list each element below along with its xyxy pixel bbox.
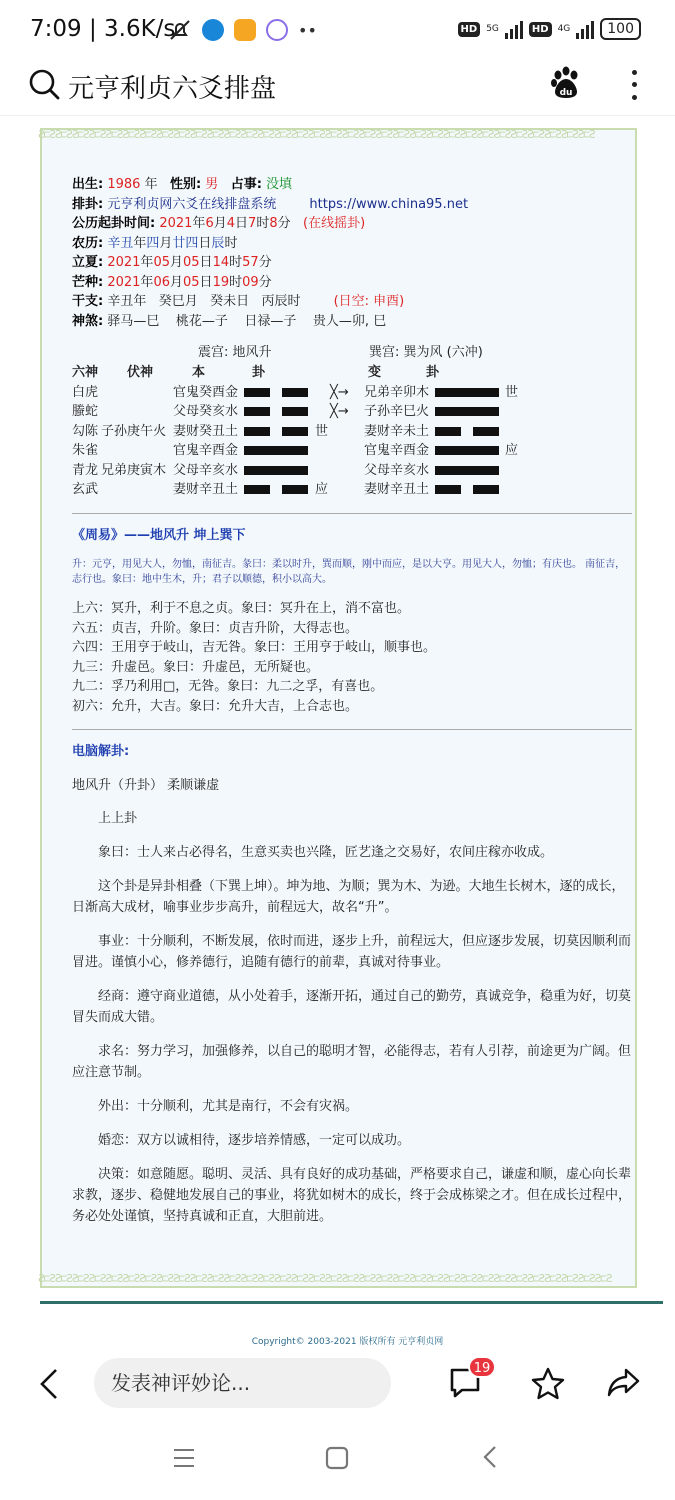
gua-fushen: 子孙庚午火 (101, 423, 167, 439)
yang-line (244, 466, 308, 475)
divider (72, 729, 632, 730)
info-value: 时 (229, 274, 243, 290)
system-nav-bar (0, 1420, 675, 1500)
analysis-paragraph: 外出：十分顺利，尤其是南行，不会有灾祸。 (98, 1099, 359, 1114)
home-icon[interactable] (325, 1446, 349, 1474)
info-value: 月 (213, 216, 227, 231)
mute-icon (168, 18, 192, 42)
battery-icon: 100 (600, 18, 641, 40)
info-value: 2021 (103, 255, 141, 270)
info-value (218, 177, 230, 192)
info-value: 时 (256, 216, 270, 231)
gua-row (72, 441, 632, 461)
status-time: 7:09 | 3.6K/s (30, 16, 176, 42)
info-value: 19 (212, 274, 230, 290)
yao-line: 初六：允升，大吉。象曰：允升大吉，上合志也。 (72, 698, 359, 714)
info-value: 元亨利贞网六爻在线排盘系统 https://www.china95.net (103, 196, 469, 212)
info-value: 09 (242, 274, 259, 290)
net2-label: 4G (557, 24, 571, 34)
info-value: 辛丑年 癸巳月 癸未日 丙辰时 (103, 294, 334, 309)
info-value: 7 (248, 216, 257, 231)
status-bar (0, 0, 675, 60)
yin-line (435, 427, 499, 436)
header-bian: 变 (368, 365, 382, 380)
info-value: 8 (269, 216, 278, 231)
info-value: 14 (212, 255, 230, 270)
divination-content (72, 175, 632, 1227)
yin-line (244, 485, 308, 494)
gua-ben: 父母辛亥水 (173, 462, 239, 478)
gua-bian-shi-ying: 应 (505, 443, 519, 458)
gua-titles (72, 343, 632, 363)
header-fushen: 伏神 (127, 365, 154, 380)
yin-line (244, 427, 308, 436)
yao-line: 九二：孚乃利用□，无咎。象曰：九二之孚，有喜也。 (72, 679, 384, 694)
yin-line (435, 485, 499, 494)
baidu-paw-icon[interactable] (549, 66, 583, 100)
gua-row (72, 422, 632, 442)
gua-bian: 妻财辛未土 (364, 423, 430, 439)
yao-line: 九三：升虚邑。象曰：升虚邑，无所疑也。 (72, 659, 320, 675)
info-label: 排卦: (72, 196, 104, 212)
header-gua-2: 卦 (426, 365, 440, 380)
app-notes-icon (234, 19, 256, 41)
info-value: 性别: (169, 177, 202, 192)
info-value: 日 (199, 274, 213, 290)
zhouyi-summary: 升：元亨，用见大人，勿恤，南征吉。彖曰：柔以时升，巽而顺，刚中而应，是以大亨。用见大人，勿恤；有庆也。 南征吉，志行也。象曰：地中生木，升；君子以顺德，积小以高大。 (72, 559, 626, 585)
star-icon[interactable] (530, 1366, 566, 1406)
yang-line (435, 446, 499, 455)
yao-line: 六五：贞吉，升阶。象曰：贞吉升阶，大得志也。 (72, 620, 359, 636)
analysis-level: 上上卦 (98, 811, 138, 826)
info-row (72, 214, 632, 234)
gua-bian: 妻财辛丑土 (364, 482, 430, 497)
info-label: 立夏: (72, 255, 104, 270)
info-value: 06 (153, 274, 170, 290)
header-liushen: 六神 (72, 365, 99, 380)
comment-count-badge: 19 (468, 1356, 496, 1378)
gua-header-row (72, 363, 632, 383)
info-label: 出生: (72, 177, 104, 192)
info-value: 日 (235, 216, 249, 231)
status-notification-icons (168, 18, 317, 42)
info-label: 芒种: (72, 274, 104, 290)
info-value: 辛丑 (103, 235, 134, 251)
gua-bian: 父母辛亥水 (364, 462, 430, 478)
info-value: 年 (192, 216, 206, 231)
yao-list (72, 599, 632, 716)
analysis-gua-name: 地风升（升卦） 柔顺谦虚 (72, 777, 220, 793)
analysis-paragraph: 经商：遵守商业道德，从小处着手，逐渐开拓，通过自己的勤劳，真诚竞争，稳重为好，切莫冒失而成大错。 (72, 989, 632, 1025)
info-block (72, 175, 632, 331)
gua-bian: 官鬼辛酉金 (364, 443, 430, 458)
analysis-paragraph: 这个卦是异卦相叠（下巽上坤）。坤为地、为顺；巽为木、为逊。大地生长树木，逐的成长，日渐高大成材，喻事业步步高升，前程远大，故名“升”。 (72, 879, 625, 915)
back-arrow-icon[interactable] (38, 1366, 62, 1406)
info-value: 占事: (230, 177, 262, 192)
copyright: Copyright© 2003-2021 版权所有 元亨利贞网 (251, 1337, 444, 1347)
info-row (72, 195, 632, 215)
yao-line: 上六：冥升，利于不息之贞。象曰：冥升在上，消不富也。 (72, 601, 411, 616)
info-row (72, 234, 632, 254)
info-value: 6 (205, 216, 214, 231)
gua-liushen: 青龙 (72, 462, 99, 478)
info-value: 年 (133, 235, 147, 251)
info-value: 日 (198, 235, 212, 251)
info-value: 廿四 (172, 235, 199, 251)
info-label: 农历: (72, 235, 104, 251)
gua-shi-ying: 应 (315, 482, 329, 497)
gua-liushen: 螣蛇 (72, 404, 99, 419)
info-row (72, 273, 632, 293)
gua-bian: 兄弟辛卯木 (364, 384, 430, 400)
gua-ben: 妻财癸丑土 (173, 423, 239, 439)
info-value: 05 (183, 255, 200, 270)
info-value: 分 (277, 216, 304, 231)
header-gua: 卦 (252, 365, 266, 380)
info-value: 2021 (103, 274, 141, 290)
info-value: 月 (169, 255, 183, 270)
more-notifications-icon: •• (298, 20, 317, 40)
header-ben: 本 (192, 365, 206, 380)
yang-line (244, 446, 308, 455)
signal-icon-2 (576, 19, 594, 39)
app-k-icon (202, 19, 224, 41)
gua-row (72, 461, 632, 481)
info-value: 1986 (107, 177, 141, 192)
info-value: 年 (140, 255, 154, 270)
gua-liushen: 朱雀 (72, 443, 99, 458)
analysis-paragraph: 象曰：士人来占必得名，生意买卖也兴隆，匠艺逢之交易好，农间庄稼亦收成。 (98, 845, 554, 860)
gua-table (72, 383, 632, 500)
info-value: 男 (201, 177, 219, 192)
info-value: 年 (140, 274, 154, 290)
info-value: 月 (159, 235, 173, 251)
divider (72, 513, 632, 514)
info-value: 时 (224, 235, 238, 251)
info-label: 神煞: (72, 313, 104, 329)
more-options-icon[interactable] (626, 66, 642, 104)
search-icon[interactable] (28, 68, 62, 106)
yao-line: 六四：王用亨于岐山，吉无咎。象曰：王用亨于岐山，顺事也。 (72, 640, 437, 655)
hd-icon: HD (458, 22, 481, 37)
decorative-border-top: Ƨ⊏ƧƧ⊏ƧƧ⊏ƧƧ⊏ƧƧ⊏ƧƧ⊏ƧƧ⊏ƧƧ⊏ƧƧ⊏ƧƧ⊏ƧƧ⊏ƧƧ⊏ƧƧ⊏ƧƧ⊏ƧƧ⊏ƧƧ⊏ƧƧ⊏ƧƧ⊏ƧƧ⊏ƧƧ⊏ƧƧ⊏ƧƧ⊏ƧƧ⊏ƧƧ⊏ƧƧ⊏ƧƧ⊏ƧƧ⊏ƧƧ⊏ƧƧ⊏ƧƧ⊏ƧƧ⊏ƧƧ⊏ƧƧ⊏Ƨ (38, 128, 595, 141)
info-value: 2021 (155, 216, 193, 231)
info-value: 月 (169, 274, 183, 290)
info-row (72, 175, 632, 195)
gua-liushen: 白虎 (72, 384, 99, 400)
decorative-border-bottom: Ƨ⊏ƧƧ⊏ƧƧ⊏ƧƧ⊏ƧƧ⊏ƧƧ⊏ƧƧ⊏ƧƧ⊏ƧƧ⊏ƧƧ⊏ƧƧ⊏ƧƧ⊏ƧƧ⊏ƧƧ⊏ƧƧ⊏ƧƧ⊏ƧƧ⊏ƧƧ⊏ƧƧ⊏ƧƧ⊏ƧƧ⊏ƧƧ⊏ƧƧ⊏ƧƧ⊏ƧƧ⊏ƧƧ⊏ƧƧ⊏ƧƧ⊏ƧƧ⊏ƧƧ⊏ƧƧ⊏ƧƧ⊏ƧƧ⊏ƧƧ⊏Ƨ (38, 1272, 612, 1285)
zhouyi-title: 《周易》——地风升 坤上巽下 (72, 527, 246, 543)
gua-row (72, 383, 632, 403)
gua-bian: 子孙辛巳火 (364, 404, 430, 419)
net1-label: 5G (486, 24, 499, 34)
menu-icon[interactable] (172, 1447, 196, 1473)
share-icon[interactable] (606, 1366, 642, 1404)
info-value: 年 (140, 177, 170, 192)
gua-row (72, 480, 632, 500)
gua-ben: 妻财辛丑土 (173, 482, 239, 497)
yang-line (435, 407, 499, 416)
gua-shi-ying: 世 (315, 423, 329, 439)
info-value: (在线摇卦) (303, 216, 366, 231)
info-value: 05 (153, 255, 170, 270)
hd-icon-2: HD (529, 22, 552, 37)
info-value: 4 (226, 216, 236, 231)
page-title[interactable]: 元亨利贞六爻排盘 (68, 74, 277, 104)
signal-icon (505, 19, 523, 39)
info-label: 干支: (72, 294, 104, 309)
info-value: 四 (146, 235, 160, 251)
info-value: 05 (183, 274, 200, 290)
analysis-paragraph: 事业：十分顺利，不断发展，依时而进，逐步上升，前程远大，但应逐步发展，切莫因顺利而冒进。谨慎小心，修养德行，追随有德行的前辈，真诚对待事业。 (72, 934, 632, 970)
info-value: 驿马—巳 桃花—子 日禄—子 贵人—卯, 巳 (103, 313, 387, 329)
yin-line (244, 407, 308, 416)
analysis-paragraph: 决策：如意随愿。聪明、灵活、具有良好的成功基础，严格要求自己，谦虚和顺，虚心向长辈求教，逐步、稳健地发展自己的事业，将犹如树木的成长，终于会成栋梁之才。但在成长过程中，务必处处谨慎，坚持真诚和正直，大胆前进。 (72, 1167, 632, 1224)
back-nav-icon[interactable] (482, 1444, 498, 1474)
gua-moving-mark: ╳→ (330, 384, 349, 400)
changed-gua-title: 巽宫: 巽为风 (六冲) (369, 345, 483, 360)
info-value: 分 (258, 274, 272, 290)
bottom-action-bar (0, 1348, 675, 1420)
analysis-paragraphs (72, 842, 632, 1227)
gua-fushen: 兄弟庚寅木 (101, 462, 167, 478)
footer-divider (40, 1301, 663, 1304)
comment-input[interactable]: 发表神评妙论... (94, 1358, 391, 1408)
analysis-paragraph: 求名：努力学习，加强修养，以自己的聪明才智，必能得志，若有人引荐，前途更为广阔。但应注意节制。 (72, 1044, 632, 1080)
gua-ben: 官鬼癸酉金 (173, 384, 239, 400)
info-value: 57 (242, 255, 259, 270)
gua-moving-mark: ╳→ (330, 404, 349, 419)
info-row (72, 253, 632, 273)
info-value: 没填 (261, 177, 293, 192)
yang-line (435, 388, 499, 397)
info-value: 辰 (211, 235, 225, 251)
status-system-icons (458, 18, 641, 40)
gua-liushen: 玄武 (72, 482, 99, 497)
info-row (72, 312, 632, 332)
info-value: 时 (229, 255, 243, 270)
gua-bian-shi-ying: 世 (505, 384, 519, 400)
gua-ben: 官鬼辛酉金 (173, 443, 239, 458)
info-value: 分 (258, 255, 272, 270)
yang-line (435, 466, 499, 475)
gua-row (72, 402, 632, 422)
info-row (72, 292, 632, 312)
info-label: 公历起卦时间: (72, 216, 156, 231)
analysis-paragraph: 婚恋：双方以诚相待，逐步培养情感，一定可以成功。 (98, 1133, 411, 1148)
gua-ben: 父母癸亥水 (173, 404, 239, 419)
info-value: 日 (199, 255, 213, 270)
info-value: (日空: 申酉) (333, 294, 405, 309)
base-gua-title: 震宫: 地风升 (198, 345, 272, 360)
app-chat-icon (266, 19, 288, 41)
analysis-title: 电脑解卦: (72, 744, 130, 759)
svg-text:du: du (559, 88, 573, 98)
search-header (0, 60, 675, 116)
yin-line (244, 388, 308, 397)
gua-liushen: 勾陈 (72, 423, 99, 439)
